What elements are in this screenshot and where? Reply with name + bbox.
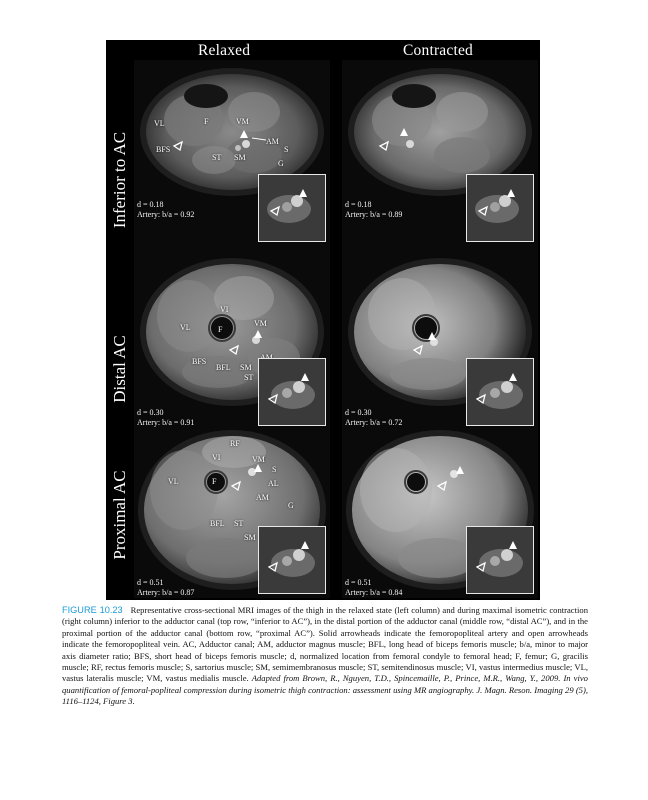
label-vi: VI [212, 453, 221, 462]
d-value: d = 0.30 [345, 408, 372, 417]
label-vl: VL [154, 119, 165, 128]
open-arrowhead [380, 142, 388, 150]
open-arrowhead [414, 346, 422, 354]
label-vm: VM [236, 117, 249, 126]
column-header-relaxed: Relaxed [198, 42, 251, 59]
label-s: S [272, 465, 277, 474]
label-sm: SM [240, 363, 252, 372]
row-label-proximal: Proximal AC [110, 470, 129, 560]
open-arrowhead [230, 346, 238, 354]
label-sm: SM [244, 533, 256, 542]
label-f: F [204, 117, 209, 126]
zoom-inset [466, 526, 534, 594]
open-arrowhead [174, 142, 182, 150]
label-am: AM [256, 493, 269, 502]
caption-label: FIGURE 10.23 [62, 605, 123, 615]
label-am: AM [266, 137, 279, 146]
label-f: F [218, 325, 223, 334]
solid-arrowhead [456, 466, 464, 474]
label-bfl: BFL [210, 519, 225, 528]
label-st: ST [244, 373, 254, 382]
caption-body: Representative cross-sectional MRI images of the thigh in the relaxed state (left column) and during maximal isometric contraction (right column) inferior to the adductor canal (top row, “inferior to AC”), in the distal portion of the adductor canal (middle row, “distal AC”), and in the proximal portion of the adductor canal (bottom row, “proximal AC”). Solid arrowheads indicate the femoropopliteal artery and open arrowheads indicate the femoropopliteal vein. AC, Adductor canal; AM, adductor magnus muscle; BFL, long head of biceps femoris muscle; b/a, minor to major axis diameter ratio; BFS, short head of biceps femoris muscle; d, normalized location from femoral condyle to femoral head; F, femur; G, gracilis muscle; RF, rectus femoris muscle; S, sartorius muscle; SM, semimembranosus muscle; ST, semitendinosus muscle; VI, vastus intermedius muscle; VL, vastus lateralis muscle; VM, vastus medialis muscle. [62, 605, 588, 684]
artery-ratio: Artery: b/a = 0.84 [345, 588, 403, 597]
open-arrowhead [232, 482, 240, 490]
label-g: G [278, 159, 284, 168]
d-value: d = 0.18 [345, 200, 372, 209]
label-bfs: BFS [192, 357, 207, 366]
solid-arrowhead [400, 128, 408, 136]
d-value: d = 0.30 [137, 408, 164, 417]
label-vl: VL [180, 323, 191, 332]
column-header-contracted: Contracted [403, 42, 474, 59]
row-label-distal: Distal AC [110, 335, 129, 403]
solid-arrowhead [240, 130, 248, 138]
mri-panel-distal-relaxed [134, 246, 330, 430]
artery-ratio: Artery: b/a = 0.91 [137, 418, 195, 427]
mri-panel-proximal-relaxed [134, 430, 330, 598]
solid-arrowhead [254, 464, 262, 472]
label-sm: SM [234, 153, 246, 162]
zoom-inset [258, 526, 326, 594]
mri-panel-distal-contracted [342, 246, 538, 430]
open-arrowhead [438, 482, 446, 490]
label-bfs: BFS [156, 145, 171, 154]
mri-panel-proximal-contracted [342, 430, 538, 598]
label-st: ST [234, 519, 244, 528]
zoom-inset [258, 174, 326, 242]
figure-caption [62, 605, 588, 708]
label-vl: VL [168, 477, 179, 486]
label-g: G [288, 501, 294, 510]
label-al: AL [268, 479, 279, 488]
label-st: ST [212, 153, 222, 162]
solid-arrowhead [254, 330, 262, 338]
label-s: S [284, 145, 289, 154]
artery-ratio: Artery: b/a = 0.72 [345, 418, 403, 427]
solid-arrowhead [428, 332, 436, 340]
zoom-inset [466, 174, 534, 242]
artery-ratio: Artery: b/a = 0.87 [137, 588, 195, 597]
mri-panel-inferior-contracted [342, 60, 538, 246]
caption-citation: Adapted from Brown, R., Nguyen, T.D., Spincemaille, P., Prince, M.R., Wang, Y., 2009. In vivo quantification of femoral-popliteal compression during isometric thigh contraction: assessment using MR angiography. J. Magn. Reson. Imaging 29 (5), 1116–1124, Figure 3. [62, 673, 588, 707]
mri-panel-inferior-relaxed [134, 60, 330, 246]
label-vm: VM [254, 319, 267, 328]
artery-ratio: Artery: b/a = 0.89 [345, 210, 403, 219]
label-vm: VM [252, 455, 265, 464]
d-value: d = 0.51 [137, 578, 164, 587]
zoom-inset [258, 358, 326, 426]
zoom-inset [466, 358, 534, 426]
d-value: d = 0.51 [345, 578, 372, 587]
label-vi: VI [220, 305, 229, 314]
label-f: F [212, 477, 217, 486]
label-rf: RF [230, 439, 240, 448]
mri-figure [106, 40, 540, 600]
label-bfl: BFL [216, 363, 231, 372]
d-value: d = 0.18 [137, 200, 164, 209]
artery-ratio: Artery: b/a = 0.92 [137, 210, 195, 219]
row-label-inferior: Inferior to AC [110, 131, 129, 229]
